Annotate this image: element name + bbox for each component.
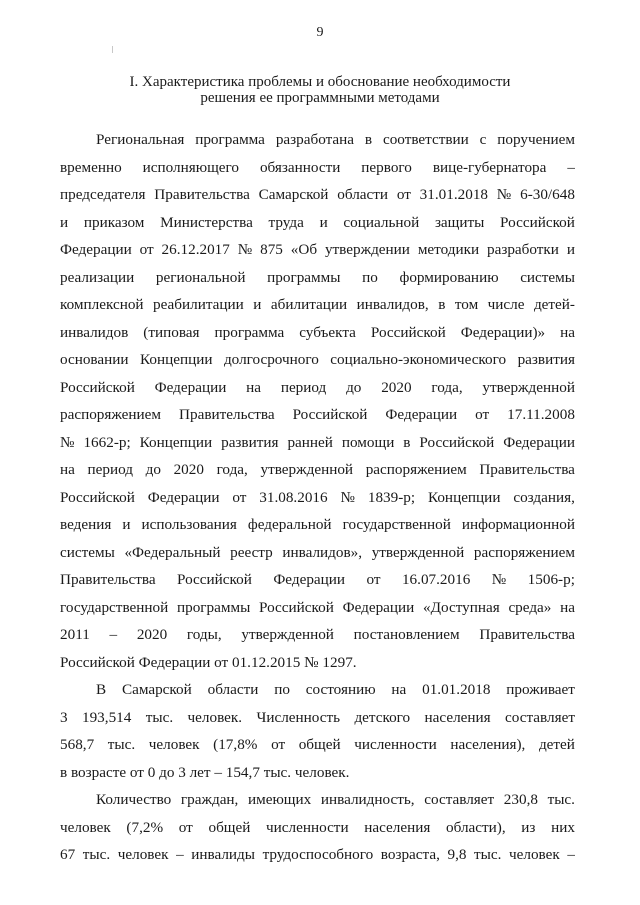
text-line: 67 тыс. человек – инвалиды трудоспособного возраста, 9,8 тыс. человек –	[60, 846, 575, 863]
section-heading	[80, 74, 560, 106]
text-line: Количество граждан, имеющих инвалидность, составляет 230,8 тыс.	[96, 791, 575, 808]
text-line: основании Концепции долгосрочного социально-экономического развития	[60, 351, 575, 368]
text-line: 568,7 тыс. человек (17,8% от общей численности населения), детей	[60, 736, 575, 753]
text-line: распоряжением Правительства Российской Федерации от 17.11.2008	[60, 406, 575, 423]
text-line: Российской Федерации от 31.08.2016 № 1839-р; Концепции создания,	[60, 488, 575, 506]
text-line: государственной программы Российской Федерации «Доступная среда» на	[60, 598, 575, 616]
text-line: Федерации от 26.12.2017 № 875 «Об утверждении методики разработки и	[60, 241, 575, 258]
body-text	[60, 126, 575, 869]
paragraph-2	[60, 676, 575, 786]
text-line: инвалидов (типовая программа субъекта Российской Федерации)» на	[60, 323, 575, 341]
text-line: Правительства Российской Федерации от 16.07.2016 № 1506-р;	[60, 571, 575, 588]
paragraph-1	[60, 126, 575, 676]
text-line: ведения и использования федеральной государственной информационной	[60, 516, 575, 533]
text-line: и приказом Министерства труда и социальной защиты Российской	[60, 213, 575, 231]
text-line: реализации региональной программы по формированию системы	[60, 268, 575, 286]
text-line: 3 193,514 тыс. человек. Численность детского населения составляет	[60, 708, 575, 726]
text-line: системы «Федеральный реестр инвалидов», утвержденной распоряжением	[60, 543, 575, 561]
text-line: временно исполняющего обязанности первого вице-губернатора –	[60, 158, 575, 176]
text-line: человек (7,2% от общей численности населения области), из них	[60, 818, 575, 836]
text-line: на период до 2020 года, утвержденной распоряжением Правительства	[60, 461, 575, 478]
text-line: В Самарской области по состоянию на 01.01.2018 проживает	[96, 681, 575, 698]
text-line: 2011 – 2020 годы, утвержденной постановлением Правительства	[60, 626, 575, 643]
text-line: председателя Правительства Самарской области от 31.01.2018 № 6-30/648	[60, 186, 575, 203]
section-heading-line-2: решения ее программными методами	[200, 90, 440, 106]
text-line: № 1662-р; Концепции развития ранней помощи в Российской Федерации	[60, 433, 575, 451]
text-line: Российской Федерации от 01.12.2015 № 1297.	[60, 653, 357, 671]
page-number: 9	[316, 25, 324, 40]
text-line: в возрасте от 0 до 3 лет – 154,7 тыс. человек.	[60, 763, 350, 781]
scan-artifact	[112, 46, 113, 53]
text-line: Российской Федерации на период до 2020 года, утвержденной	[60, 378, 575, 396]
section-heading-line-1: I. Характеристика проблемы и обоснование необходимости	[129, 74, 511, 90]
paragraph-3	[60, 786, 575, 869]
text-line: Региональная программа разработана в соответствии с поручением	[96, 131, 575, 148]
text-line: комплексной реабилитации и абилитации инвалидов, в том числе детей-	[60, 296, 575, 313]
